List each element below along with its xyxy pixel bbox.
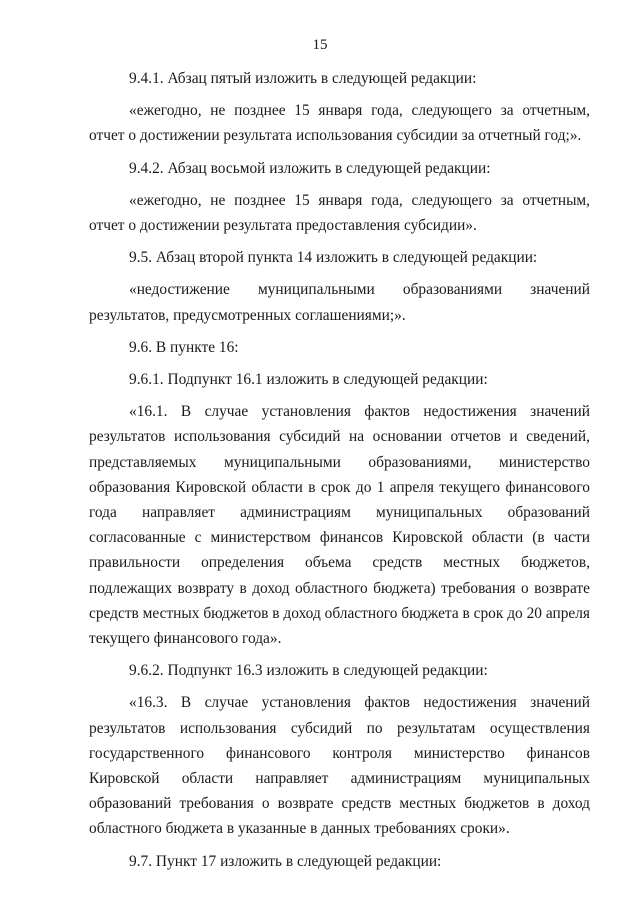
document-body xyxy=(89,66,590,874)
paragraph-quote-9-4-1: «ежегодно, не позднее 15 января года, следующего за отчетным, отчет о достижении результата использования субсидии за отчетный год;». xyxy=(89,102,590,145)
paragraph-9-4-2: 9.4.2. Абзац восьмой изложить в следующей редакции: xyxy=(129,159,491,177)
paragraph-quote-9-5: «недостижение муниципальными образованиями значений результатов, предусмотренных соглашениями;». xyxy=(89,281,590,324)
paragraph-quote-16-3: «16.3. В случае установления фактов недостижения значений результатов использования субсидий по результатам осуществления государственного финансового контроля министерство финансов Кировской области направляет администрациям муниципальных образований требования о возврате средств местных бюджетов в доход областного бюджета в указанные в данных требованиях сроки». xyxy=(89,694,590,838)
paragraph-9-4-1: 9.4.1. Абзац пятый изложить в следующей редакции: xyxy=(129,70,477,87)
paragraph-9-5: 9.5. Абзац второй пункта 14 изложить в следующей редакции: xyxy=(129,249,538,267)
paragraph-9-6-2: 9.6.2. Подпункт 16.3 изложить в следующей редакции: xyxy=(129,662,488,680)
paragraph-quote-9-4-2: «ежегодно, не позднее 15 января года, следующего за отчетным, отчет о достижении результата предоставления субсидии». xyxy=(89,191,590,235)
paragraph-9-7: 9.7. Пункт 17 изложить в следующей редакции: xyxy=(129,852,442,870)
page-number: 15 xyxy=(312,37,328,53)
paragraph-9-6-1: 9.6.1. Подпункт 16.1 изложить в следующей редакции: xyxy=(129,371,488,389)
paragraph-9-6: 9.6. В пункте 16: xyxy=(129,338,239,356)
paragraph-quote-16-1: «16.1. В случае установления фактов недостижения значений результатов использования субсидий на основании отчетов и сведений, представляемых муниципальными образованиями, министерство образования Кировской области в срок до 1 апреля текущего финансового года направляет администрациям муниципальных образований согласованные с министерством финансов Кировской области (в части правильности определения объема средств местных бюджетов, подлежащих возврату в доход областного бюджета) требования о возврате средств местных бюджетов в доход областного бюджета в срок до 20 апреля текущего финансового года». xyxy=(89,403,590,648)
